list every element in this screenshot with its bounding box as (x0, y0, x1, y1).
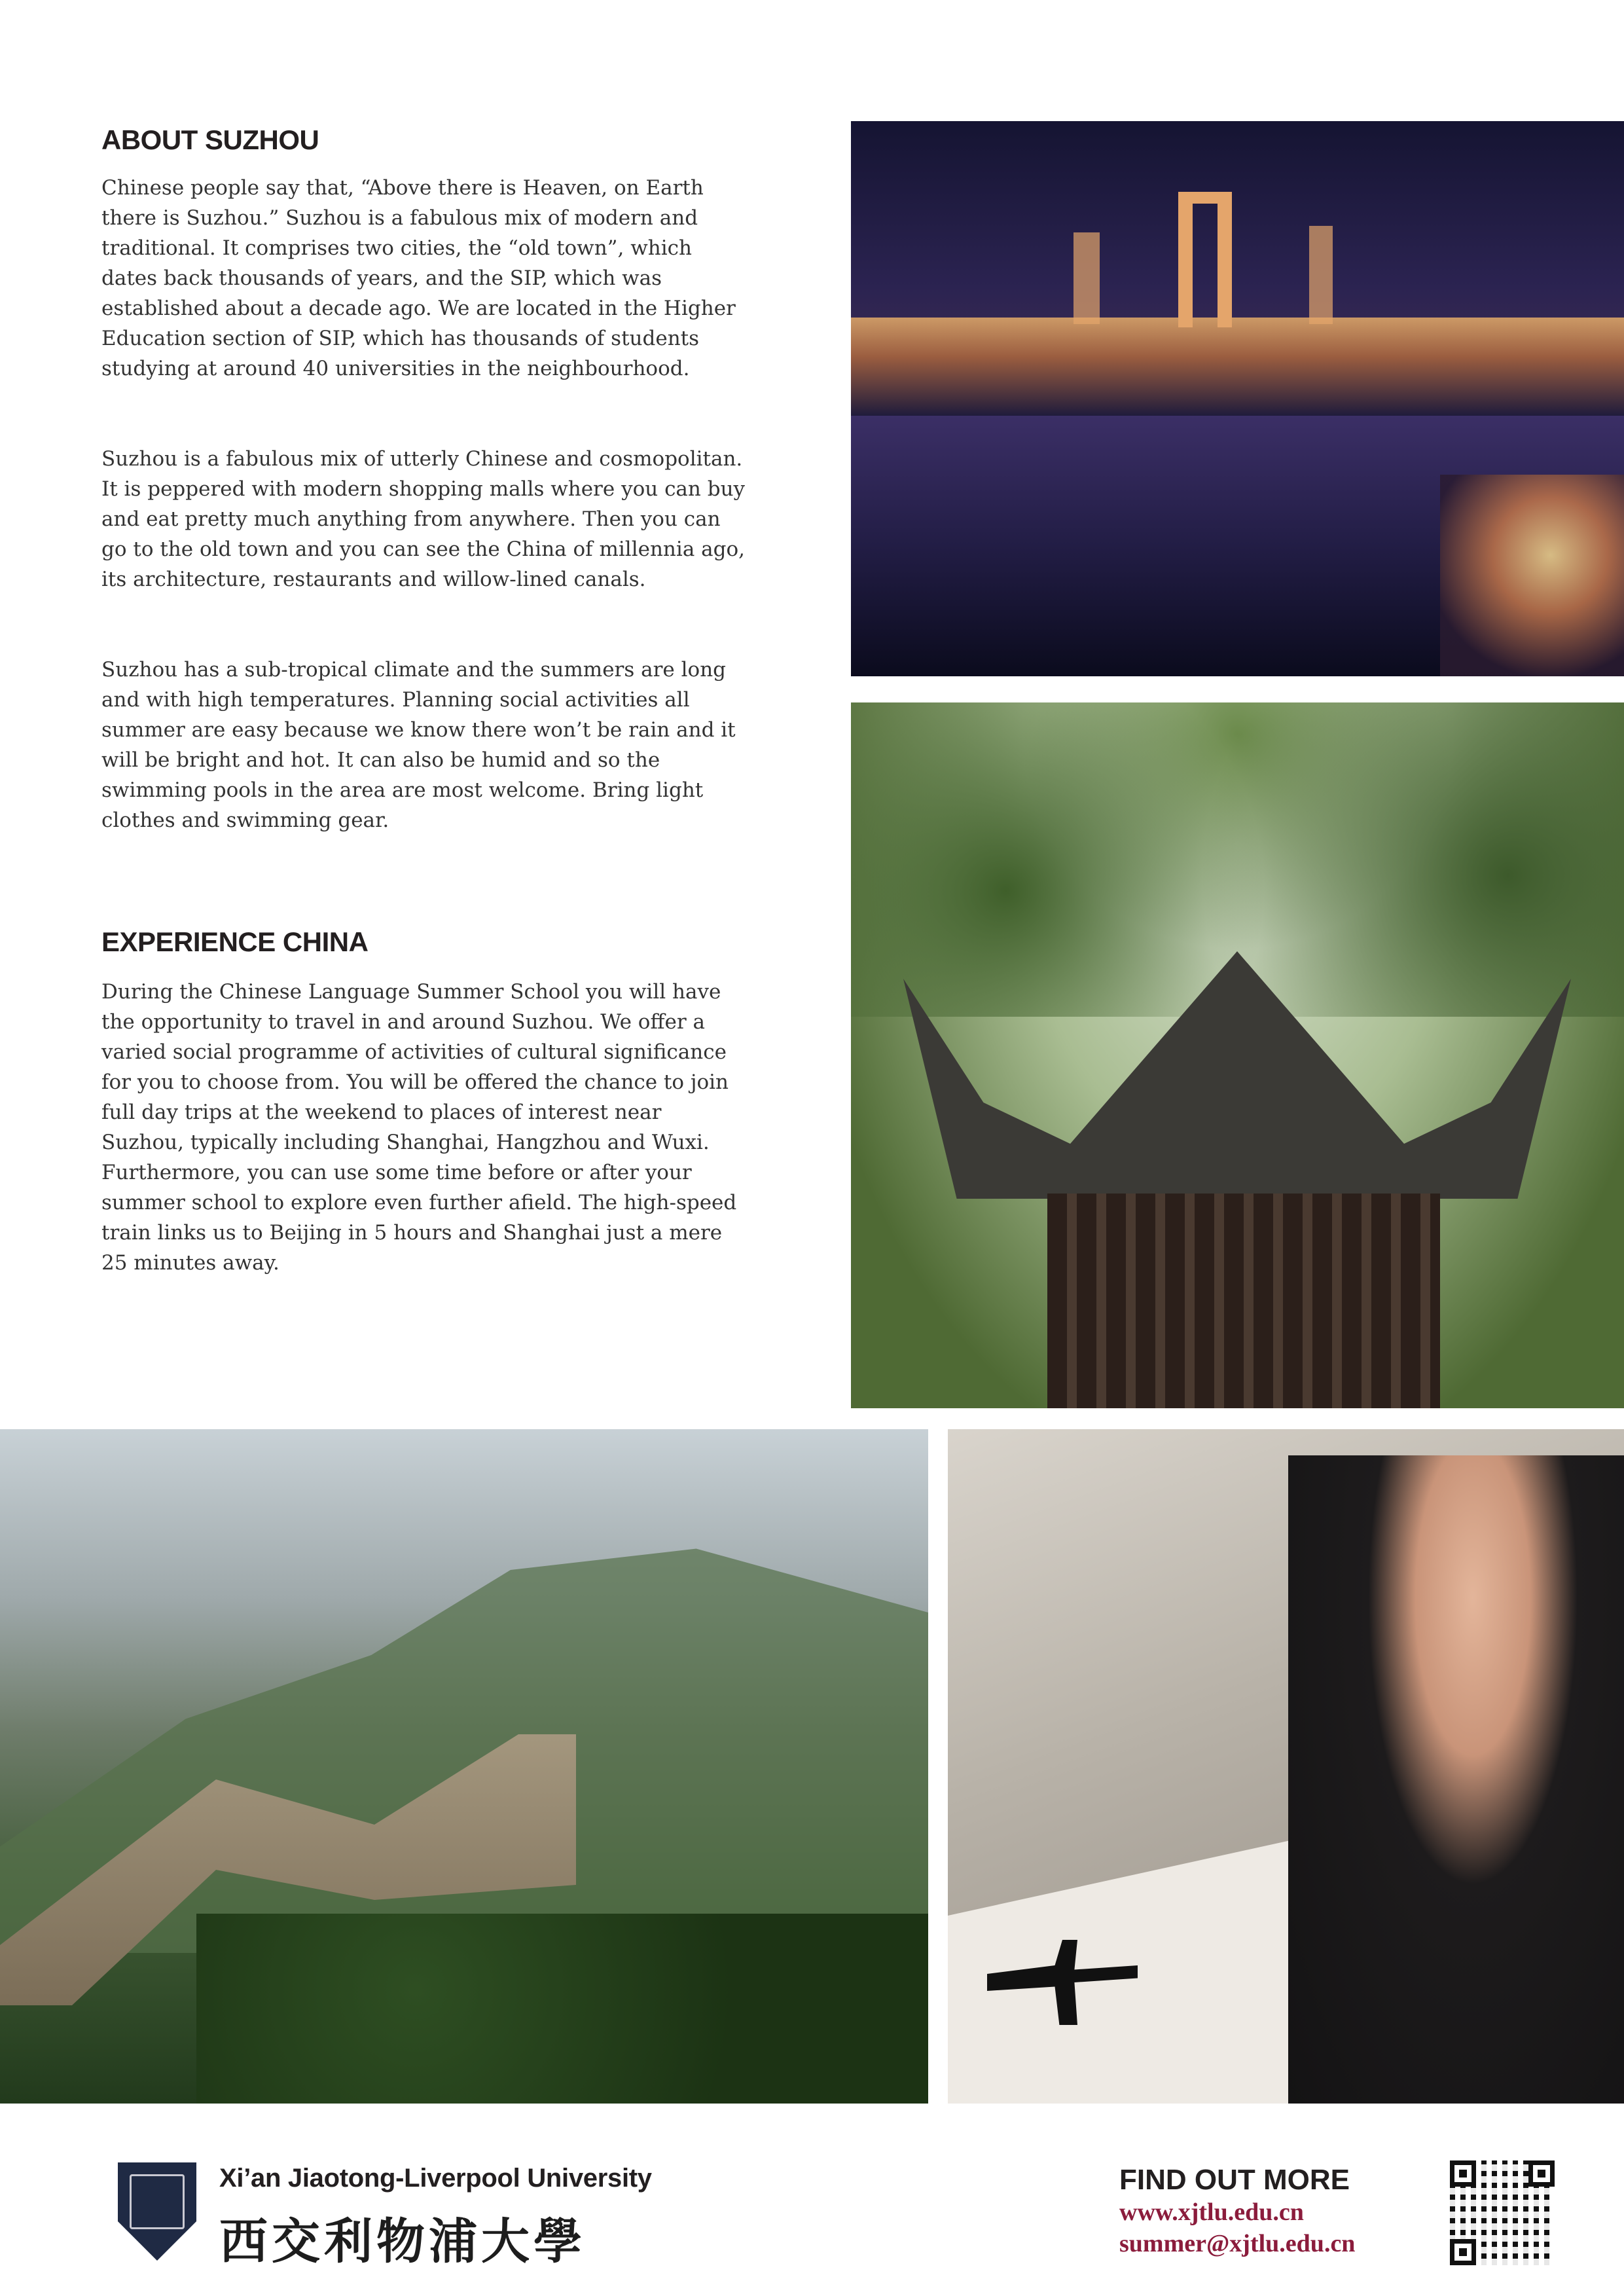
great-wall-photo (0, 1429, 928, 2104)
email-link[interactable]: summer@xjtlu.edu.cn (1119, 2230, 1356, 2257)
university-chinese-name: 西交利物浦大學 (219, 2214, 586, 2270)
chinese-pavilion-photo (851, 702, 1624, 1408)
shield-emblem-icon (130, 2174, 185, 2229)
skyline-city-lights (851, 318, 1624, 416)
forest-trees (196, 1914, 928, 2104)
smiling-student (1288, 1455, 1624, 2104)
suzhou-night-skyline-photo (851, 121, 1624, 676)
gate-tower-top (1178, 192, 1232, 204)
about-paragraph-1: Chinese people say that, “Above there is Heaven, on Earth there is Suzhou.” Suzhou is a fabulous mix of modern and traditional. It comprises two cities, the “old town”, which dates back thousands of years, and the SIP, which was established about a decade ago. We are located in the Higher Education section of SIP, which has thousands of students studying at around 40 universities in the neighbourhood. (101, 176, 736, 380)
find-out-more-heading: FIND OUT MORE (1119, 2164, 1350, 2196)
qr-finder (1528, 2160, 1555, 2187)
experience-china-heading: EXPERIENCE CHINA (101, 926, 369, 957)
calligraphy-student-photo (948, 1429, 1624, 2104)
skyscraper (1309, 226, 1333, 324)
qr-finder (1450, 2160, 1476, 2187)
waterfront-lights (1440, 475, 1624, 676)
website-link[interactable]: www.xjtlu.edu.cn (1119, 2198, 1304, 2226)
experience-paragraph: During the Chinese Language Summer School you will have the opportunity to travel in and around Suzhou. We offer a varied social programme of activities of cultural significance for you to choose from. You will be offered the chance to join full day trips at the weekend to places of interest near Suzhou, typically including Shanghai, Hangzhou and Wuxi. Furthermore, you can use some time before or after your summer school to explore even further afield. The high-speed train links us to Beijing in 5 hours and Shanghai just a mere 25 minutes away. (101, 980, 737, 1275)
about-suzhou-heading: ABOUT SUZHOU (101, 124, 319, 155)
gate-tower-left (1178, 196, 1193, 327)
pavilion-lattice (1047, 1194, 1440, 1408)
qr-code[interactable] (1450, 2160, 1555, 2265)
about-paragraph-3: Suzhou has a sub-tropical climate and the summers are long and with high temperatures. Planning social activities all summer are easy because we know there won’t be rain and it will be bright and hot. It can also be humid and so the swimming pools in the area are most welcome. Bring light clothes and swimming gear. (101, 658, 736, 832)
gate-tower-right (1218, 196, 1232, 327)
about-paragraph-2: Suzhou is a fabulous mix of utterly Chinese and cosmopolitan. It is peppered with modern shopping malls where you can buy and eat pretty much anything from anywhere. Then you can go to the old town and you can see the China of millennia ago, its architecture, restaurants and willow-lined canals. (101, 447, 746, 591)
university-shield-logo (118, 2162, 196, 2261)
university-name: Xi’an Jiaotong-Liverpool University (219, 2164, 652, 2193)
skyscraper (1074, 232, 1100, 324)
qr-finder (1450, 2239, 1476, 2265)
